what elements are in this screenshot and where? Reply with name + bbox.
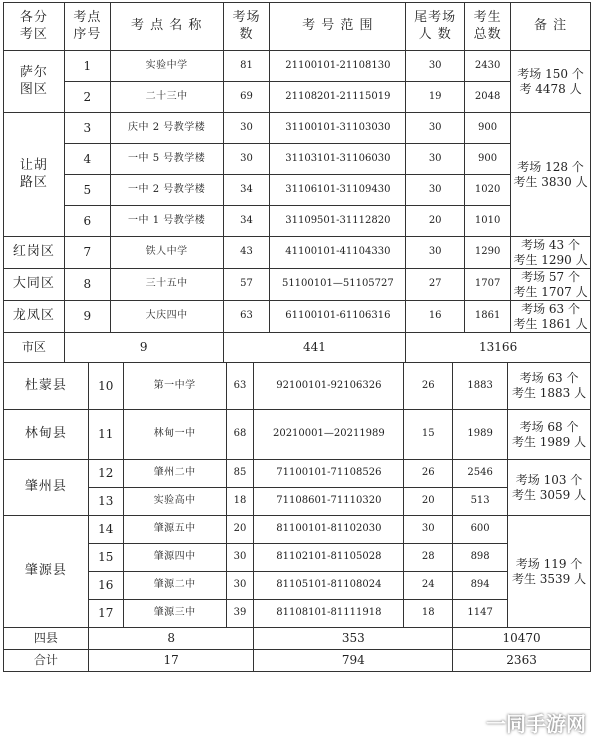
total-students-cell: 2430 [465,51,511,82]
summary-rooms-cell: 794 [254,650,453,672]
table-row [4,516,591,544]
tail-room-count-cell: 16 [406,301,465,333]
total-students-cell: 513 [453,488,508,516]
exam-number-range-cell: 41100101-41104330 [270,237,406,269]
table-row [4,460,591,488]
site-name-cell: 肇源五中 [123,516,226,544]
seq-cell: 16 [88,572,123,600]
total-students-cell: 1861 [465,301,511,333]
tail-room-count-cell: 27 [406,269,465,301]
exam-number-range-cell: 51100101—51105727 [270,269,406,301]
exam-number-range-cell: 92100101-92106326 [254,363,404,410]
summary-rooms-cell: 353 [254,628,453,650]
seq-cell: 1 [64,51,110,82]
table-row [4,269,591,301]
seq-cell: 3 [64,113,110,144]
seq-cell: 15 [88,544,123,572]
total-students-cell: 1290 [465,237,511,269]
site-name-cell: 实验中学 [110,51,223,82]
rooms-cell: 39 [226,600,254,628]
site-name-cell: 第一中学 [123,363,226,410]
note-cell: 考场 63 个 考生 1883 人 [508,363,591,410]
exam-number-range-cell: 31103101-31106030 [270,144,406,175]
tail-room-count-cell: 24 [404,572,453,600]
header-rooms: 考场 数 [223,3,270,51]
exam-number-range-cell: 61100101-61106316 [270,301,406,333]
site-name-cell: 一中 1 号教学楼 [110,206,223,237]
header-seq: 考点 序号 [64,3,110,51]
rooms-cell: 30 [223,113,270,144]
total-students-cell: 2048 [465,82,511,113]
table-row [4,544,591,572]
total-students-cell: 1989 [453,410,508,460]
table-row [4,301,591,333]
site-name-cell: 一中 2 号教学楼 [110,175,223,206]
summary-sites-cell: 8 [88,628,254,650]
tail-room-count-cell: 30 [404,516,453,544]
site-name-cell: 大庆四中 [110,301,223,333]
header-site: 考 点 名 称 [110,3,223,51]
total-students-cell: 900 [465,144,511,175]
tail-room-count-cell: 26 [404,363,453,410]
district-cell: 肇源县 [4,516,89,628]
header-note: 备 注 [511,3,591,51]
exam-number-range-cell: 21100101-21108130 [270,51,406,82]
site-name-cell: 一中 5 号教学楼 [110,144,223,175]
site-name-cell: 肇源四中 [123,544,226,572]
exam-number-range-cell: 81102101-81105028 [254,544,404,572]
rooms-cell: 69 [223,82,270,113]
table-row [4,82,591,113]
district-cell: 大同区 [4,269,65,301]
total-students-cell: 1147 [453,600,508,628]
tail-room-count-cell: 19 [406,82,465,113]
note-cell: 考场 57 个 考生 1707 人 [511,269,591,301]
rooms-cell: 63 [223,301,270,333]
district-cell: 林甸县 [4,410,89,460]
exam-number-range-cell: 71108601-71110320 [254,488,404,516]
summary-row [4,628,591,650]
site-name-cell: 二十三中 [110,82,223,113]
rooms-cell: 43 [223,237,270,269]
note-cell: 考场 150 个 考 4478 人 [511,51,591,113]
summary-label-cell: 四县 [4,628,89,650]
tail-room-count-cell: 30 [406,237,465,269]
tail-room-count-cell: 26 [404,460,453,488]
district-cell: 肇州县 [4,460,89,516]
tail-room-count-cell: 28 [404,544,453,572]
rooms-cell: 30 [226,572,254,600]
site-name-cell: 铁人中学 [110,237,223,269]
table-row [4,206,591,237]
exam-number-range-cell: 71100101-71108526 [254,460,404,488]
summary-sites-cell: 17 [88,650,254,672]
district-cell: 让胡 路区 [4,113,65,237]
seq-cell: 11 [88,410,123,460]
county-district-table [3,362,591,672]
seq-cell: 4 [64,144,110,175]
total-students-cell: 894 [453,572,508,600]
table-row [4,113,591,144]
note-cell: 考场 63 个 考生 1861 人 [511,301,591,333]
summary-row [4,650,591,672]
seq-cell: 10 [88,363,123,410]
site-name-cell: 三十五中 [110,269,223,301]
tail-room-count-cell: 20 [404,488,453,516]
seq-cell: 14 [88,516,123,544]
total-students-cell: 2546 [453,460,508,488]
summary-students-cell: 13166 [406,333,591,363]
site-name-cell: 肇源二中 [123,572,226,600]
note-cell: 考场 68 个 考生 1989 人 [508,410,591,460]
seq-cell: 13 [88,488,123,516]
site-name-cell: 肇州二中 [123,460,226,488]
total-students-cell: 1010 [465,206,511,237]
total-students-cell: 898 [453,544,508,572]
city-district-table [3,2,591,363]
rooms-cell: 34 [223,175,270,206]
tail-room-count-cell: 15 [404,410,453,460]
tail-room-count-cell: 18 [404,600,453,628]
total-students-cell: 1020 [465,175,511,206]
tail-room-count-cell: 30 [406,113,465,144]
summary-sites-cell: 9 [64,333,223,363]
district-cell: 红岗区 [4,237,65,269]
rooms-cell: 57 [223,269,270,301]
table-row [4,488,591,516]
seq-cell: 9 [64,301,110,333]
summary-label-cell: 市区 [4,333,65,363]
table-row [4,144,591,175]
total-students-cell: 600 [453,516,508,544]
site-name-cell: 庆中 2 号教学楼 [110,113,223,144]
seq-cell: 17 [88,600,123,628]
summary-students-cell: 10470 [453,628,591,650]
summary-rooms-cell: 441 [223,333,406,363]
rooms-cell: 68 [226,410,254,460]
rooms-cell: 81 [223,51,270,82]
table-row [4,363,591,410]
summary-label-cell: 合计 [4,650,89,672]
note-cell: 考场 128 个 考生 3830 人 [511,113,591,237]
seq-cell: 7 [64,237,110,269]
district-cell: 杜蒙县 [4,363,89,410]
rooms-cell: 30 [226,544,254,572]
seq-cell: 12 [88,460,123,488]
exam-number-range-cell: 31106101-31109430 [270,175,406,206]
table-row [4,175,591,206]
site-name-cell: 林甸一中 [123,410,226,460]
seq-cell: 8 [64,269,110,301]
site-name-cell: 肇源三中 [123,600,226,628]
rooms-cell: 85 [226,460,254,488]
exam-number-range-cell: 81105101-81108024 [254,572,404,600]
table-row [4,572,591,600]
seq-cell: 2 [64,82,110,113]
rooms-cell: 34 [223,206,270,237]
header-range: 考 号 范 围 [270,3,406,51]
exam-number-range-cell: 20210001—20211989 [254,410,404,460]
table-row [4,237,591,269]
rooms-cell: 18 [226,488,254,516]
summary-students-cell: 2363 [453,650,591,672]
header-row [4,3,591,51]
note-cell: 考场 103 个 考生 3059 人 [508,460,591,516]
exam-number-range-cell: 81100101-81102030 [254,516,404,544]
total-students-cell: 900 [465,113,511,144]
district-cell: 龙凤区 [4,301,65,333]
rooms-cell: 63 [226,363,254,410]
table-row [4,410,591,460]
exam-site-table-page [3,2,591,736]
header-tail: 尾考场 人 数 [406,3,465,51]
tail-room-count-cell: 30 [406,175,465,206]
total-students-cell: 1707 [465,269,511,301]
tail-room-count-cell: 20 [406,206,465,237]
exam-number-range-cell: 31100101-31103030 [270,113,406,144]
note-cell: 考场 119 个 考生 3539 人 [508,516,591,628]
table-row [4,51,591,82]
header-district: 各分 考区 [4,3,65,51]
tail-room-count-cell: 30 [406,51,465,82]
seq-cell: 6 [64,206,110,237]
summary-row [4,333,591,363]
table-row [4,600,591,628]
site-name-cell: 实验高中 [123,488,226,516]
exam-number-range-cell: 21108201-21115019 [270,82,406,113]
header-total: 考生 总数 [465,3,511,51]
district-cell: 萨尔 图区 [4,51,65,113]
rooms-cell: 20 [226,516,254,544]
rooms-cell: 30 [223,144,270,175]
note-cell: 考场 43 个 考生 1290 人 [511,237,591,269]
seq-cell: 5 [64,175,110,206]
tail-room-count-cell: 30 [406,144,465,175]
exam-number-range-cell: 31109501-31112820 [270,206,406,237]
exam-number-range-cell: 81108101-81111918 [254,600,404,628]
total-students-cell: 1883 [453,363,508,410]
site-watermark: 一同手游网 [486,712,586,736]
